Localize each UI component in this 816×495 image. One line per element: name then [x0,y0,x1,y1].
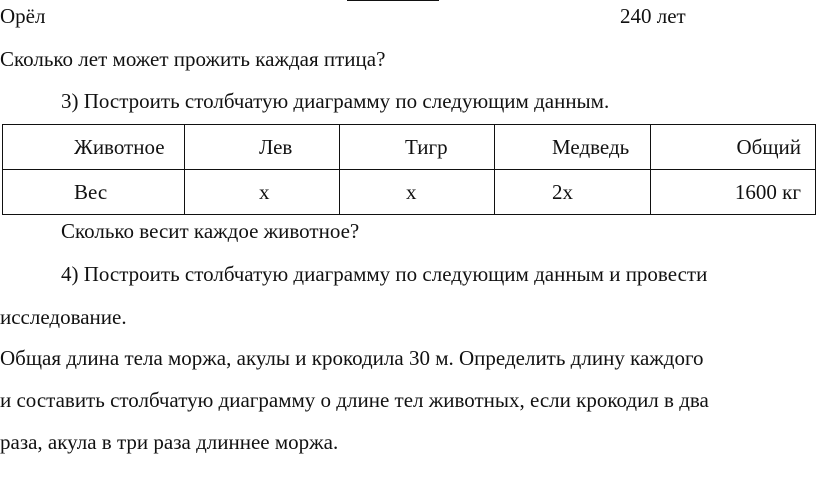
table-header-cell: Общий [651,125,816,170]
paragraph-line-1: Общая длина тела моржа, акулы и крокодила 30 м. Определить длину каждого [0,346,704,370]
table-cell: 2x [495,170,651,215]
table-header-cell: Лев [185,125,340,170]
table-header-cell: Медведь [495,125,651,170]
task-4-line-1: 4) Построить столбчатую диаграмму по следующим данным и провести [61,262,708,286]
paragraph-line-3: раза, акула в три раза длиннее моржа. [0,430,339,454]
task-4-line-2: исследование. [0,305,127,329]
question-birds: Сколько лет может прожить каждая птица? [0,47,386,71]
weights-table [2,124,816,215]
table-header-cell: Животное [3,125,185,170]
table-cell: 1600 кг [651,170,816,215]
table-cell: x [340,170,495,215]
table-header-row [3,125,816,170]
bird-name: Орёл [0,4,46,28]
table-row [3,170,816,215]
task-3: 3) Построить столбчатую диаграмму по следующим данным. [61,89,610,113]
table-cell: x [185,170,340,215]
table-cell: Вес [3,170,185,215]
table-header-cell: Тигр [340,125,495,170]
top-rule [347,0,439,1]
question-animals: Сколько весит каждое животное? [61,219,360,243]
bird-lifespan: 240 лет [620,4,686,28]
paragraph-line-2: и составить столбчатую диаграмму о длине тел животных, если крокодил в два [0,388,709,412]
